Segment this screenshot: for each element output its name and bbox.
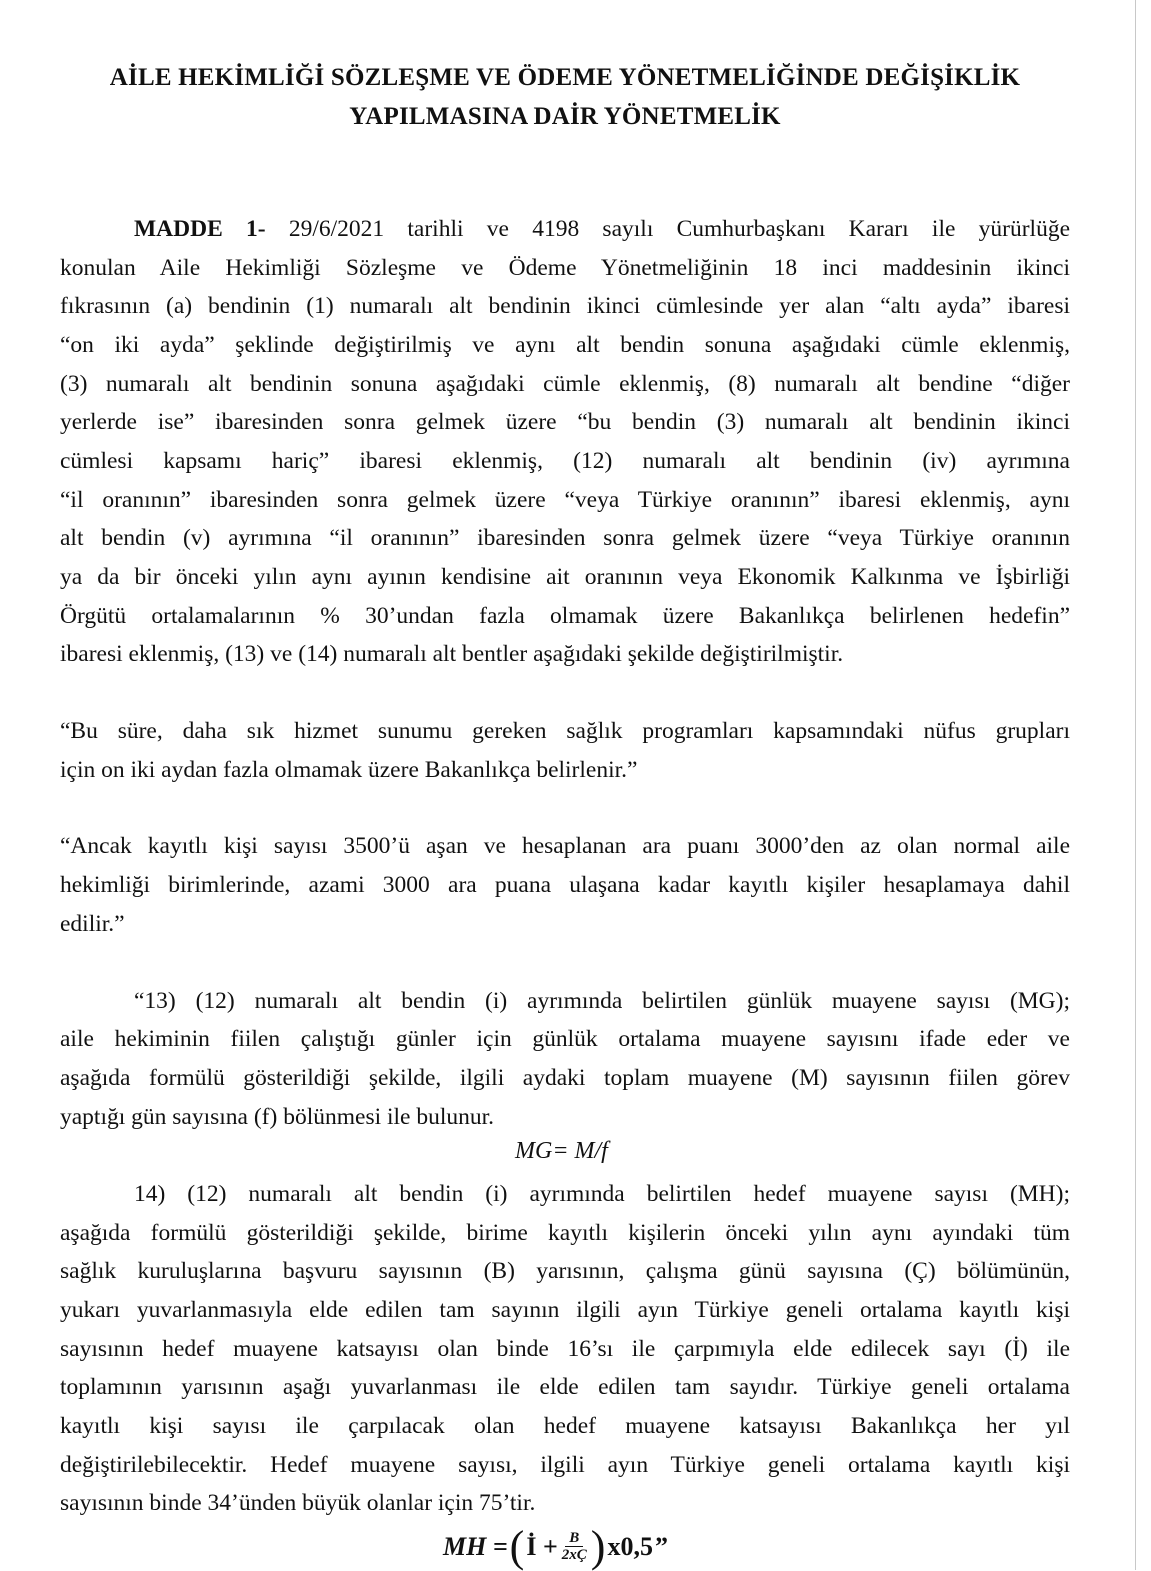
article-line-11: Örgütü ortalamalarının % 30’undan fazla olmamak üzere Bakanlıkça belirlenen hedefin” bbox=[60, 603, 1070, 629]
article-line-12: ibaresi eklenmiş, (13) ve (14) numaralı alt bentler aşağıdaki şekilde değiştirilmiştir. bbox=[60, 641, 844, 667]
quote2-line-3: edilir.” bbox=[60, 911, 125, 937]
formula-mh-denominator: 2xÇ bbox=[561, 1547, 587, 1563]
article-line-5: (3) numaralı alt bendinin sonuna aşağıdaki cümle eklenmiş, (8) numaralı alt bendine “diğer bbox=[60, 371, 1070, 397]
title-line-1: AİLE HEKİMLİĞİ SÖZLEŞME VE ÖDEME YÖNETMELİĞİNDE DEĞİŞİKLİK bbox=[109, 64, 1021, 91]
article-line-3: fıkrasının (a) bendinin (1) numaralı alt bendinin ikinci cümlesinde yer alan “altı ayda” ibaresi bbox=[60, 293, 1070, 319]
article-line-7: cümlesi kapsamı hariç” ibaresi eklenmiş, (12) numaralı alt bendinin (iv) ayrımına bbox=[60, 448, 1070, 474]
item14-line-2: aşağıda formülü gösterildiği şekilde, birime kayıtlı kişilerin önceki yılın aynı ayındaki tüm bbox=[60, 1220, 1070, 1246]
quote1-line-1: “Bu süre, daha sık hizmet sunumu gereken sağlık programları kapsamındaki nüfus grupları bbox=[60, 718, 1070, 744]
item14-line-3: sağlık kuruluşlarına başvuru sayısının (B) yarısının, çalışma günü sayısına (Ç) bölümünün, bbox=[60, 1258, 1070, 1284]
item14-line-1: 14) (12) numaralı alt bendin (i) ayrımında belirtilen hedef muayene sayısı (MH); bbox=[134, 1181, 1070, 1207]
item14-line-5: sayısının hedef muayene katsayısı olan binde 16’sı ile çarpımıyla elde edilecek sayı (İ) ile bbox=[60, 1336, 1070, 1362]
formula-mg: MG= M/f bbox=[515, 1138, 608, 1164]
article-line-9: alt bendin (v) ayrımına “il oranının” ibaresinden sonra gelmek üzere “veya Türkiye oranının bbox=[60, 525, 1070, 551]
article-line-1 bbox=[134, 214, 1070, 252]
item14-line-4: yukarı yuvarlanmasıyla elde edilen tam sayının ilgili ayın Türkiye geneli ortalama kayıtlı kişi bbox=[60, 1297, 1070, 1323]
item13-line-3: aşağıda formülü gösterildiği şekilde, ilgili aydaki toplam muayene (M) sayısının fiilen görev bbox=[60, 1065, 1070, 1091]
formula-mh bbox=[443, 1521, 668, 1571]
document-title bbox=[60, 58, 1070, 136]
title-line-2: YAPILMASINA DAİR YÖNETMELİK bbox=[349, 103, 781, 130]
formula-mh-numerator: B bbox=[565, 1530, 583, 1547]
article-line-4: “on iki ayda” şeklinde değiştirilmiş ve aynı alt bendin sonuna aşağıdaki cümle eklenmiş, bbox=[60, 332, 1070, 358]
quote2-line-2: hekimliği birimlerinde, azami 3000 ara puana ulaşana kadar kayıtlı kişiler hesaplamaya dahil bbox=[60, 872, 1070, 898]
article-line-10: ya da bir önceki yılın aynı ayının kendisine ait oranının veya Ekonomik Kalkınma ve İşbirliği bbox=[60, 564, 1070, 590]
article-line-2: konulan Aile Hekimliği Sözleşme ve Ödeme Yönetmeliğinin 18 inci maddesinin ikinci bbox=[60, 255, 1070, 281]
item14-line-6: toplamının yarısının aşağı yuvarlanması ile elde edilen tam sayıdır. Türkiye geneli ortalama bbox=[60, 1374, 1070, 1400]
quote2-line-1: “Ancak kayıtlı kişi sayısı 3500’ü aşan ve hesaplanan ara puanı 3000’den az olan normal aile bbox=[60, 833, 1070, 859]
formula-mh-open-paren: ( bbox=[509, 1521, 525, 1571]
formula-mh-lhs: MH = bbox=[443, 1531, 508, 1561]
article-label: MADDE 1- bbox=[134, 216, 266, 242]
formula-mh-fraction bbox=[562, 1530, 587, 1563]
item13-line-4: yaptığı gün sayısına (f) bölünmesi ile bulunur. bbox=[60, 1104, 495, 1130]
item14-line-8: değiştirilebilecektir. Hedef muayene sayısı, ilgili ayın Türkiye geneli ortalama kayıtlı kişi bbox=[60, 1452, 1070, 1478]
item13-line-2: aile hekiminin fiilen çalıştığı günler için günlük ortalama muayene sayısını ifade eder ve bbox=[60, 1026, 1070, 1052]
formula-mh-tail: x0,5 bbox=[607, 1531, 653, 1561]
item14-line-9: sayısının binde 34’ünden büyük olanlar için 75’tir. bbox=[60, 1490, 536, 1516]
article-line-6: yerlerde ise” ibaresinden sonra gelmek üzere “bu bendin (3) numaralı alt bendinin ikinci bbox=[60, 409, 1070, 435]
formula-mh-term1: İ + bbox=[526, 1531, 558, 1561]
article-line-1-text: 29/6/2021 tarihli ve 4198 sayılı Cumhurbaşkanı Kararı ile yürürlüğe bbox=[288, 216, 1071, 242]
item14-line-7: kayıtlı kişi sayısı ile çarpılacak olan hedef muayene katsayısı Bakanlıkça her yıl bbox=[60, 1413, 1070, 1439]
item13-line-1: “13) (12) numaralı alt bendin (i) ayrımında belirtilen günlük muayene sayısı (MG); bbox=[134, 988, 1070, 1014]
quote1-line-2: için on iki aydan fazla olmamak üzere Bakanlıkça belirlenir.” bbox=[60, 757, 638, 783]
formula-mh-closing-quote: ” bbox=[654, 1531, 668, 1561]
article-line-8: “il oranının” ibaresinden sonra gelmek üzere “veya Türkiye oranının” ibaresi eklenmiş, aynı bbox=[60, 487, 1070, 513]
formula-mh-close-paren: ) bbox=[590, 1521, 606, 1571]
